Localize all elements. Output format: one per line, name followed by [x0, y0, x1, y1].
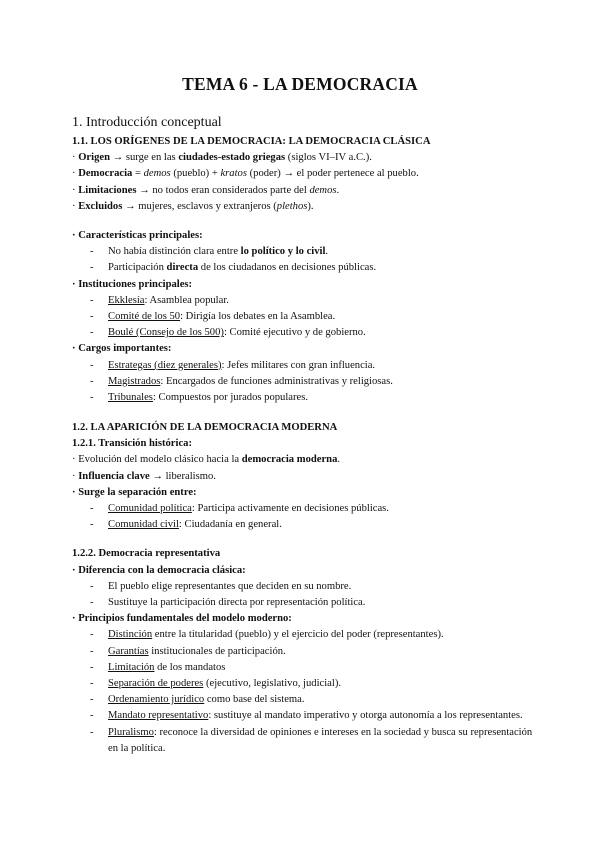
list-item: - Ordenamiento jurídico como base del sistema.: [90, 694, 305, 706]
list-item: - Comité de los 50: Dirigía los debates en la Asamblea.: [90, 311, 336, 323]
subsection-heading: 1.2.2. Democracia representativa: [72, 548, 221, 560]
list-item: - Tribunales: Compuestos por jurados populares.: [90, 392, 309, 404]
list-heading: · Surge la separación entre:: [72, 486, 197, 498]
list-item: - Magistrados: Encargados de funciones administrativas y religiosas.: [90, 375, 393, 387]
list-heading: · Características principales:: [72, 230, 203, 242]
list-item: - Boulé (Consejo de los 500): Comité ejecutivo y de gobierno.: [90, 327, 366, 339]
page-title: TEMA 6 - LA DEMOCRACIA: [182, 74, 418, 94]
section-modern: [72, 420, 542, 757]
list-item: - Mandato representativo: sustituye al mandato imperativo y otorga autonomía a los representantes.: [90, 710, 523, 722]
list-item: - Estrategas (diez generales): Jefes militares con gran influencia.: [90, 359, 376, 371]
list-heading: · Cargos importantes:: [72, 343, 172, 355]
list-item: - Sustituye la participación directa por representación política.: [90, 597, 366, 609]
subsection-heading: 1.2. LA APARICIÓN DE LA DEMOCRACIA MODERNA: [72, 422, 338, 433]
subsection-heading: 1.2.1. Transición histórica:: [72, 438, 192, 450]
list-item: · Origen → surge en las ciudades-estado griegas (siglos VI–IV a.C.).: [72, 152, 372, 164]
list-item: - No había distinción clara entre lo político y lo civil.: [90, 246, 329, 258]
list-item: - Separación de poderes (ejecutivo, legislativo, judicial).: [90, 678, 341, 690]
list-item: - Limitación de los mandatos: [90, 661, 226, 673]
list-item: · Limitaciones → no todos eran considerados parte del demos.: [72, 184, 340, 196]
list-heading: · Principios fundamentales del modelo moderno:: [72, 613, 292, 625]
list-item: · Evolución del modelo clásico hacia la democracia moderna.: [72, 454, 341, 466]
list-item: - Comunidad civil: Ciudadanía en general.: [90, 519, 282, 531]
list-item: - Ekklesía: Asamblea popular.: [90, 294, 229, 306]
list-item: - Participación directa de los ciudadanos en decisiones públicas.: [90, 262, 377, 274]
list-item: - El pueblo elige representantes que deciden en su nombre.: [90, 580, 352, 592]
list-item: - Distinción entre la titularidad (pueblo) y el ejercicio del poder (representantes).: [90, 629, 444, 641]
list-heading: · Diferencia con la democracia clásica:: [72, 564, 246, 576]
section-classical: [72, 134, 542, 406]
list-item: - Pluralismo: reconoce la diversidad de opiniones e intereses en la sociedad y busca su representación en la política.: [90, 726, 533, 754]
list-item: - Garantías institucionales de participación.: [90, 645, 286, 657]
list-heading: · Instituciones principales:: [72, 278, 193, 290]
list-item: - Comunidad política: Participa activamente en decisiones públicas.: [90, 503, 389, 515]
list-item: · Democracia = demos (pueblo) + kratos (poder) → el poder pertenece al pueblo.: [72, 168, 419, 180]
subsection-heading: 1.1. LOS ORÍGENES DE LA DEMOCRACIA: LA DEMOCRACIA CLÁSICA: [72, 136, 431, 147]
list-item: · Excluidos → mujeres, esclavos y extranjeros (plethos).: [72, 200, 314, 212]
section-heading-intro: 1. Introducción conceptual: [72, 115, 222, 130]
list-item: · Influencia clave → liberalismo.: [72, 470, 216, 482]
